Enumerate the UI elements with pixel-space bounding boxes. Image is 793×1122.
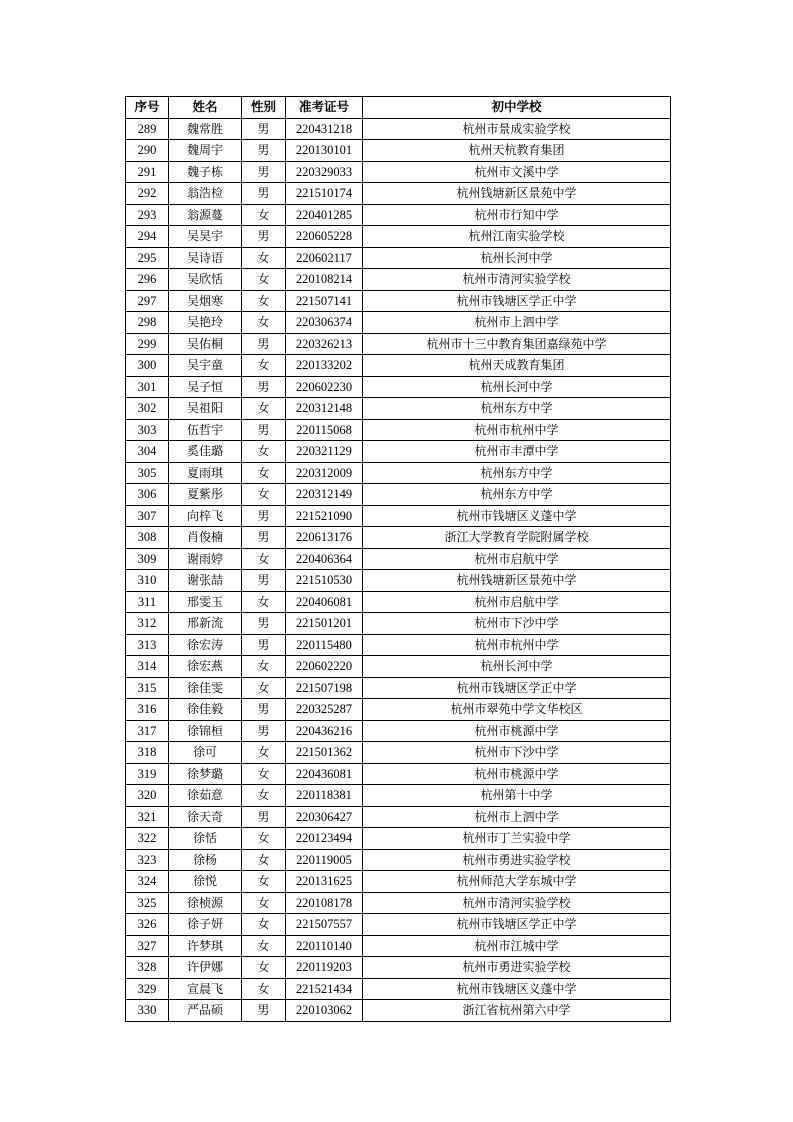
cell-school: 杭州市杭州中学: [363, 419, 671, 441]
cell-school: 杭州市勇进实验学校: [363, 849, 671, 871]
table-row: [126, 462, 671, 484]
cell-gender: 女: [242, 892, 286, 914]
cell-gender: 男: [242, 720, 286, 742]
table-row: [126, 505, 671, 527]
cell-gender: 女: [242, 398, 286, 420]
cell-exam-id: 221501201: [286, 613, 363, 635]
cell-exam-id: 220602230: [286, 376, 363, 398]
cell-exam-id: 220115480: [286, 634, 363, 656]
cell-exam-id: 220108214: [286, 269, 363, 291]
cell-gender: 女: [242, 462, 286, 484]
cell-name: 吴诗语: [169, 247, 242, 269]
cell-name: 徐佳雯: [169, 677, 242, 699]
cell-exam-id: 221507198: [286, 677, 363, 699]
student-roster-table: [125, 96, 671, 1022]
cell-seq: 304: [126, 441, 169, 463]
cell-gender: 男: [242, 527, 286, 549]
cell-school: 杭州市景成实验学校: [363, 118, 671, 140]
cell-school: 杭州市上泗中学: [363, 312, 671, 334]
cell-name: 徐佳毅: [169, 699, 242, 721]
cell-gender: 女: [242, 785, 286, 807]
cell-school: 杭州市钱塘区义蓬中学: [363, 505, 671, 527]
cell-school: 杭州市清河实验学校: [363, 269, 671, 291]
table-row: [126, 140, 671, 162]
table-row: [126, 226, 671, 248]
header-seq: 序号: [126, 97, 169, 119]
cell-name: 魏常胜: [169, 118, 242, 140]
cell-exam-id: 220605228: [286, 226, 363, 248]
cell-name: 徐桢源: [169, 892, 242, 914]
table-row: [126, 785, 671, 807]
cell-gender: 女: [242, 548, 286, 570]
cell-exam-id: 220118381: [286, 785, 363, 807]
cell-school: 杭州市下沙中学: [363, 613, 671, 635]
cell-gender: 女: [242, 914, 286, 936]
table-row: [126, 548, 671, 570]
cell-gender: 女: [242, 290, 286, 312]
cell-exam-id: 220119005: [286, 849, 363, 871]
cell-school: 杭州市丁兰实验中学: [363, 828, 671, 850]
table-row: [126, 484, 671, 506]
table-row: [126, 398, 671, 420]
cell-exam-id: 220326213: [286, 333, 363, 355]
cell-name: 徐可: [169, 742, 242, 764]
cell-gender: 男: [242, 376, 286, 398]
cell-school: 杭州天杭教育集团: [363, 140, 671, 162]
cell-name: 严品硕: [169, 1000, 242, 1022]
cell-seq: 326: [126, 914, 169, 936]
cell-seq: 313: [126, 634, 169, 656]
cell-school: 杭州市江城中学: [363, 935, 671, 957]
cell-name: 徐子妍: [169, 914, 242, 936]
cell-gender: 女: [242, 763, 286, 785]
cell-exam-id: 220602117: [286, 247, 363, 269]
cell-seq: 297: [126, 290, 169, 312]
table-row: [126, 118, 671, 140]
cell-gender: 男: [242, 570, 286, 592]
cell-gender: 女: [242, 312, 286, 334]
table-row: [126, 441, 671, 463]
cell-name: 肖俊楠: [169, 527, 242, 549]
cell-exam-id: 220108178: [286, 892, 363, 914]
cell-seq: 289: [126, 118, 169, 140]
table-row: [126, 247, 671, 269]
cell-gender: 女: [242, 247, 286, 269]
cell-gender: 男: [242, 699, 286, 721]
cell-name: 向梓飞: [169, 505, 242, 527]
cell-exam-id: 220103062: [286, 1000, 363, 1022]
cell-exam-id: 220131625: [286, 871, 363, 893]
cell-seq: 292: [126, 183, 169, 205]
cell-exam-id: 220130101: [286, 140, 363, 162]
cell-exam-id: 220602220: [286, 656, 363, 678]
cell-seq: 319: [126, 763, 169, 785]
cell-gender: 男: [242, 505, 286, 527]
table-row: [126, 161, 671, 183]
table-row: [126, 591, 671, 613]
cell-school: 杭州市杭州中学: [363, 634, 671, 656]
cell-seq: 320: [126, 785, 169, 807]
table-row: [126, 914, 671, 936]
cell-gender: 女: [242, 484, 286, 506]
cell-name: 吴昊宇: [169, 226, 242, 248]
cell-gender: 男: [242, 333, 286, 355]
cell-school: 浙江省杭州第六中学: [363, 1000, 671, 1022]
cell-exam-id: 220306374: [286, 312, 363, 334]
header-name: 姓名: [169, 97, 242, 119]
table-row: [126, 892, 671, 914]
cell-seq: 318: [126, 742, 169, 764]
cell-school: 杭州市钱塘区学正中学: [363, 677, 671, 699]
cell-gender: 女: [242, 828, 286, 850]
cell-school: 杭州江南实验学校: [363, 226, 671, 248]
table-row: [126, 613, 671, 635]
table-row: [126, 978, 671, 1000]
cell-exam-id: 221521090: [286, 505, 363, 527]
cell-school: 杭州东方中学: [363, 462, 671, 484]
cell-gender: 男: [242, 183, 286, 205]
table-row: [126, 1000, 671, 1022]
table-row: [126, 677, 671, 699]
cell-school: 杭州市文溪中学: [363, 161, 671, 183]
table-row: [126, 527, 671, 549]
cell-seq: 325: [126, 892, 169, 914]
cell-exam-id: 221521434: [286, 978, 363, 1000]
cell-seq: 290: [126, 140, 169, 162]
cell-exam-id: 221507557: [286, 914, 363, 936]
cell-exam-id: 220401285: [286, 204, 363, 226]
table-row: [126, 849, 671, 871]
cell-name: 魏子栋: [169, 161, 242, 183]
cell-name: 谢张喆: [169, 570, 242, 592]
cell-school: 杭州市勇进实验学校: [363, 957, 671, 979]
cell-name: 翁源蔓: [169, 204, 242, 226]
cell-name: 邢新流: [169, 613, 242, 635]
table-row: [126, 935, 671, 957]
cell-school: 杭州师范大学东城中学: [363, 871, 671, 893]
cell-seq: 322: [126, 828, 169, 850]
cell-school: 杭州市清河实验学校: [363, 892, 671, 914]
cell-seq: 298: [126, 312, 169, 334]
cell-name: 翁浩检: [169, 183, 242, 205]
cell-exam-id: 220613176: [286, 527, 363, 549]
cell-seq: 310: [126, 570, 169, 592]
table-row: [126, 699, 671, 721]
cell-gender: 男: [242, 806, 286, 828]
table-row: [126, 290, 671, 312]
cell-gender: 女: [242, 591, 286, 613]
cell-seq: 291: [126, 161, 169, 183]
cell-school: 杭州市翠苑中学文华校区: [363, 699, 671, 721]
table-row: [126, 957, 671, 979]
cell-exam-id: 220119203: [286, 957, 363, 979]
cell-seq: 330: [126, 1000, 169, 1022]
cell-name: 徐宏涛: [169, 634, 242, 656]
cell-gender: 女: [242, 957, 286, 979]
table-row: [126, 742, 671, 764]
cell-name: 夏雨琪: [169, 462, 242, 484]
cell-school: 杭州市启航中学: [363, 548, 671, 570]
table-header: [126, 97, 671, 119]
cell-exam-id: 220312149: [286, 484, 363, 506]
cell-school: 杭州天成教育集团: [363, 355, 671, 377]
cell-gender: 女: [242, 742, 286, 764]
cell-seq: 315: [126, 677, 169, 699]
cell-seq: 324: [126, 871, 169, 893]
header-exam-id: 准考证号: [286, 97, 363, 119]
cell-name: 吴艳玲: [169, 312, 242, 334]
table-row: [126, 355, 671, 377]
cell-name: 徐悦: [169, 871, 242, 893]
cell-seq: 299: [126, 333, 169, 355]
cell-seq: 317: [126, 720, 169, 742]
cell-name: 徐茹意: [169, 785, 242, 807]
cell-school: 杭州市丰潭中学: [363, 441, 671, 463]
cell-school: 杭州市桃源中学: [363, 720, 671, 742]
cell-exam-id: 220123494: [286, 828, 363, 850]
table-row: [126, 806, 671, 828]
cell-name: 吴子恒: [169, 376, 242, 398]
table-row: [126, 376, 671, 398]
cell-gender: 女: [242, 935, 286, 957]
cell-gender: 女: [242, 656, 286, 678]
cell-exam-id: 220436216: [286, 720, 363, 742]
cell-exam-id: 220312148: [286, 398, 363, 420]
cell-seq: 305: [126, 462, 169, 484]
table-row: [126, 763, 671, 785]
cell-gender: 男: [242, 634, 286, 656]
cell-seq: 314: [126, 656, 169, 678]
table-row: [126, 871, 671, 893]
cell-exam-id: 221510174: [286, 183, 363, 205]
cell-school: 杭州钱塘新区景苑中学: [363, 570, 671, 592]
cell-exam-id: 221510530: [286, 570, 363, 592]
header-school: 初中学校: [363, 97, 671, 119]
cell-name: 徐锦桓: [169, 720, 242, 742]
cell-school: 杭州钱塘新区景苑中学: [363, 183, 671, 205]
cell-exam-id: 220325287: [286, 699, 363, 721]
table-row: [126, 419, 671, 441]
cell-gender: 男: [242, 140, 286, 162]
cell-exam-id: 220110140: [286, 935, 363, 957]
cell-name: 徐宏燕: [169, 656, 242, 678]
cell-name: 魏周宇: [169, 140, 242, 162]
cell-name: 宣晨飞: [169, 978, 242, 1000]
cell-exam-id: 220431218: [286, 118, 363, 140]
cell-seq: 293: [126, 204, 169, 226]
cell-seq: 323: [126, 849, 169, 871]
cell-exam-id: 221507141: [286, 290, 363, 312]
cell-seq: 302: [126, 398, 169, 420]
table-row: [126, 269, 671, 291]
cell-name: 夏紫彤: [169, 484, 242, 506]
header-gender: 性别: [242, 97, 286, 119]
cell-school: 浙江大学教育学院附属学校: [363, 527, 671, 549]
table-row: [126, 720, 671, 742]
cell-name: 徐恬: [169, 828, 242, 850]
cell-school: 杭州市下沙中学: [363, 742, 671, 764]
table-row: [126, 570, 671, 592]
cell-gender: 男: [242, 118, 286, 140]
cell-school: 杭州东方中学: [363, 398, 671, 420]
cell-seq: 312: [126, 613, 169, 635]
cell-school: 杭州市启航中学: [363, 591, 671, 613]
cell-gender: 男: [242, 419, 286, 441]
cell-name: 伍哲宇: [169, 419, 242, 441]
cell-gender: 女: [242, 871, 286, 893]
cell-exam-id: 220321129: [286, 441, 363, 463]
cell-gender: 女: [242, 441, 286, 463]
table-row: [126, 333, 671, 355]
cell-gender: 男: [242, 226, 286, 248]
cell-gender: 男: [242, 1000, 286, 1022]
cell-school: 杭州长河中学: [363, 376, 671, 398]
cell-name: 徐梦璐: [169, 763, 242, 785]
cell-exam-id: 220133202: [286, 355, 363, 377]
cell-school: 杭州市桃源中学: [363, 763, 671, 785]
cell-seq: 296: [126, 269, 169, 291]
cell-school: 杭州第十中学: [363, 785, 671, 807]
table-row: [126, 183, 671, 205]
cell-name: 徐杨: [169, 849, 242, 871]
cell-exam-id: 220406081: [286, 591, 363, 613]
cell-school: 杭州东方中学: [363, 484, 671, 506]
cell-name: 吴欣恬: [169, 269, 242, 291]
cell-gender: 女: [242, 849, 286, 871]
cell-seq: 303: [126, 419, 169, 441]
cell-seq: 301: [126, 376, 169, 398]
cell-seq: 308: [126, 527, 169, 549]
cell-name: 邢雯玉: [169, 591, 242, 613]
cell-seq: 307: [126, 505, 169, 527]
table-row: [126, 634, 671, 656]
cell-name: 徐天奇: [169, 806, 242, 828]
cell-exam-id: 220406364: [286, 548, 363, 570]
cell-gender: 女: [242, 204, 286, 226]
cell-exam-id: 220115068: [286, 419, 363, 441]
cell-school: 杭州市钱塘区学正中学: [363, 290, 671, 312]
cell-gender: 女: [242, 355, 286, 377]
cell-school: 杭州市十三中教育集团嘉绿苑中学: [363, 333, 671, 355]
table-row: [126, 312, 671, 334]
cell-exam-id: 221501362: [286, 742, 363, 764]
table-row: [126, 204, 671, 226]
cell-exam-id: 220306427: [286, 806, 363, 828]
cell-seq: 321: [126, 806, 169, 828]
cell-school: 杭州市行知中学: [363, 204, 671, 226]
table-row: [126, 656, 671, 678]
cell-name: 吴烟寒: [169, 290, 242, 312]
cell-exam-id: 220436081: [286, 763, 363, 785]
cell-seq: 328: [126, 957, 169, 979]
table-row: [126, 828, 671, 850]
cell-school: 杭州市上泗中学: [363, 806, 671, 828]
cell-name: 许梦琪: [169, 935, 242, 957]
cell-name: 奚佳璐: [169, 441, 242, 463]
cell-exam-id: 220312009: [286, 462, 363, 484]
cell-gender: 男: [242, 161, 286, 183]
cell-gender: 女: [242, 269, 286, 291]
cell-exam-id: 220329033: [286, 161, 363, 183]
cell-gender: 女: [242, 978, 286, 1000]
cell-school: 杭州长河中学: [363, 247, 671, 269]
cell-school: 杭州长河中学: [363, 656, 671, 678]
cell-gender: 女: [242, 677, 286, 699]
cell-seq: 294: [126, 226, 169, 248]
cell-gender: 男: [242, 613, 286, 635]
cell-seq: 327: [126, 935, 169, 957]
cell-seq: 306: [126, 484, 169, 506]
cell-seq: 329: [126, 978, 169, 1000]
cell-seq: 300: [126, 355, 169, 377]
cell-school: 杭州市钱塘区义蓬中学: [363, 978, 671, 1000]
cell-name: 吴宇童: [169, 355, 242, 377]
cell-seq: 295: [126, 247, 169, 269]
cell-name: 吴佑桐: [169, 333, 242, 355]
cell-name: 谢雨婷: [169, 548, 242, 570]
cell-seq: 311: [126, 591, 169, 613]
cell-seq: 316: [126, 699, 169, 721]
header-row: [126, 97, 671, 119]
table-body: [126, 118, 671, 1021]
cell-name: 许伊娜: [169, 957, 242, 979]
cell-seq: 309: [126, 548, 169, 570]
cell-name: 吴祖阳: [169, 398, 242, 420]
cell-school: 杭州市钱塘区学正中学: [363, 914, 671, 936]
